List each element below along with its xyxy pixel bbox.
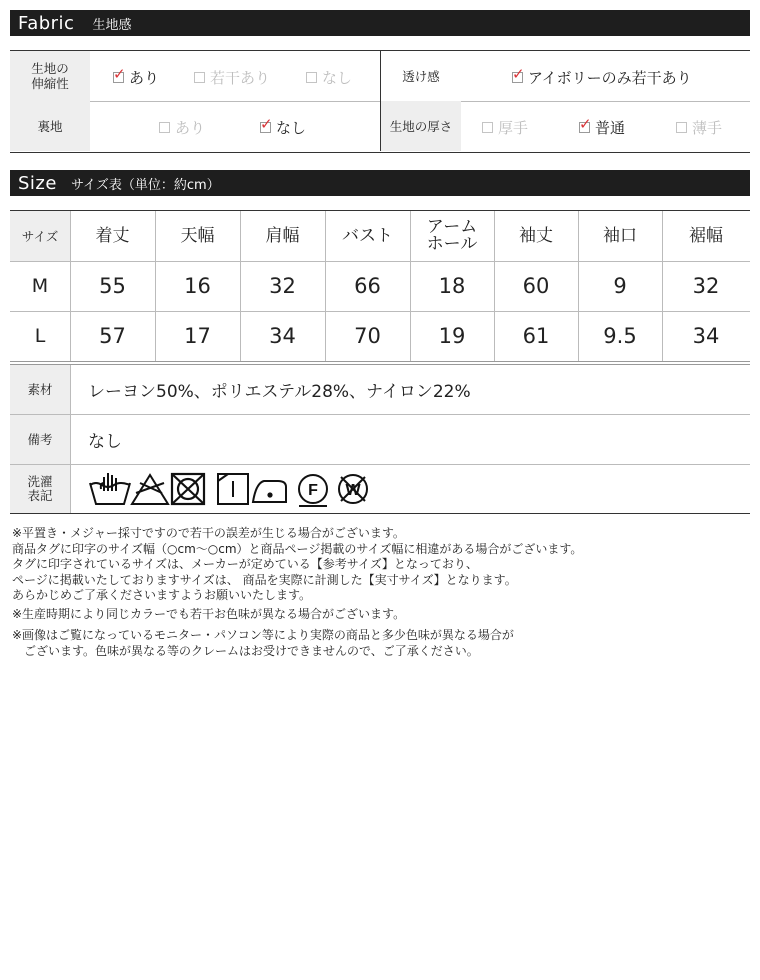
header-hem-width: 裾幅 bbox=[689, 225, 723, 246]
size-value: 61 bbox=[522, 324, 550, 348]
note-line: あらかじめご了承くださいますようお願いいたします。 bbox=[12, 588, 312, 602]
option-label: アイボリーのみ若干あり bbox=[528, 69, 692, 87]
size-value: 57 bbox=[99, 324, 126, 348]
checkbox-empty-icon bbox=[676, 122, 687, 133]
grid-line bbox=[70, 211, 71, 361]
header-top-width: 天幅 bbox=[180, 225, 215, 246]
size-value: 17 bbox=[184, 324, 211, 348]
size-row-m bbox=[10, 261, 750, 311]
checkbox-empty-icon bbox=[194, 72, 205, 83]
fabric-title-jp: 生地感 bbox=[92, 17, 132, 33]
size-value: 32 bbox=[269, 274, 296, 298]
size-value: 19 bbox=[438, 324, 466, 348]
size-value: 16 bbox=[184, 274, 211, 298]
fabric-row-1 bbox=[10, 51, 750, 102]
grid-line bbox=[578, 211, 579, 361]
stretch-option-jakkan[interactable] bbox=[194, 67, 270, 88]
remarks-row bbox=[10, 415, 750, 464]
size-label: M bbox=[31, 275, 49, 297]
wet-clean-letter: W bbox=[345, 482, 361, 499]
option-label: 普通 bbox=[595, 119, 626, 137]
care-label-line2: 表記 bbox=[27, 488, 53, 503]
size-value: 70 bbox=[354, 324, 381, 348]
thickness-option-futsu[interactable] bbox=[579, 117, 625, 138]
hand-wash-icon bbox=[90, 473, 130, 504]
size-value: 34 bbox=[692, 324, 720, 348]
size-value: 18 bbox=[438, 274, 466, 298]
header-length: 着丈 bbox=[95, 225, 130, 246]
no-tumble-dry-icon bbox=[172, 474, 204, 504]
size-value: 9.5 bbox=[603, 324, 637, 348]
size-value: 32 bbox=[692, 274, 720, 298]
size-header-row bbox=[10, 211, 750, 261]
size-row-l bbox=[10, 311, 750, 361]
checkbox-checked-icon: ✓ bbox=[113, 65, 126, 83]
care-label bbox=[10, 465, 70, 513]
remarks-text: なし bbox=[88, 432, 122, 452]
stretch-label-line1: 生地の bbox=[31, 61, 69, 76]
header-bust: バスト bbox=[342, 225, 393, 246]
size-section-header bbox=[10, 170, 750, 196]
thickness-option-usude[interactable] bbox=[676, 117, 722, 138]
header-sleeve-length: 袖丈 bbox=[519, 225, 553, 246]
size-table bbox=[10, 210, 750, 514]
grid-line bbox=[325, 211, 326, 361]
grid-line bbox=[494, 211, 495, 361]
size-value: 34 bbox=[269, 324, 296, 348]
fabric-section-header bbox=[10, 10, 750, 36]
note-line: タグに印字されているサイズは、メーカーが定めている【参考サイズ】となっており、 bbox=[12, 557, 478, 571]
stretch-label-line2: 伸縮性 bbox=[31, 76, 69, 91]
option-label: なし bbox=[322, 69, 353, 87]
remarks-label: 備考 bbox=[10, 415, 70, 464]
grid-line bbox=[240, 211, 241, 361]
stretch-option-nashi[interactable] bbox=[306, 67, 352, 88]
dry-clean-letter: F bbox=[308, 482, 318, 499]
size-label: L bbox=[34, 325, 46, 347]
fabric-title-en: Fabric bbox=[18, 12, 75, 34]
sheer-option[interactable] bbox=[512, 67, 692, 88]
size-title-jp: サイズ表（単位：約cm） bbox=[70, 177, 220, 193]
option-label: 厚手 bbox=[498, 119, 529, 137]
dry-clean-f-icon bbox=[299, 475, 327, 506]
note-line: 商品タグに印字のサイズ幅（○cm～○cm）と商品ページ掲載のサイズ幅に相違がある場合がございます。 bbox=[12, 541, 583, 556]
no-wet-clean-icon bbox=[339, 475, 367, 503]
checkbox-empty-icon bbox=[306, 72, 317, 83]
fabric-row-2 bbox=[10, 101, 750, 151]
option-label: なし bbox=[276, 119, 307, 137]
option-label: 若干あり bbox=[210, 69, 271, 87]
checkbox-checked-icon: ✓ bbox=[579, 115, 592, 133]
size-title-en: Size bbox=[18, 172, 57, 194]
header-shoulder: 肩幅 bbox=[265, 225, 300, 246]
option-label: あり bbox=[175, 119, 206, 137]
care-icons bbox=[88, 465, 388, 513]
size-value: 60 bbox=[522, 274, 550, 298]
lining-label: 裏地 bbox=[10, 101, 90, 151]
grid-line bbox=[662, 211, 663, 361]
no-bleach-icon bbox=[132, 475, 168, 504]
iron-low-icon bbox=[253, 481, 286, 502]
grid-line bbox=[10, 261, 750, 262]
stretch-option-ari[interactable] bbox=[113, 67, 159, 88]
size-value: 66 bbox=[354, 274, 381, 298]
lining-option-nashi[interactable] bbox=[260, 117, 306, 138]
checkbox-checked-icon: ✓ bbox=[512, 65, 525, 83]
header-cuff: 袖口 bbox=[603, 225, 637, 246]
material-label: 素材 bbox=[10, 365, 70, 414]
grid-line bbox=[155, 211, 156, 361]
stretch-label bbox=[10, 51, 90, 101]
fabric-table bbox=[10, 50, 750, 153]
option-label: あり bbox=[129, 69, 160, 87]
note-line: ページに掲載いたしておりますサイズは、 商品を実際に計測した【実寸サイズ】となります。 bbox=[12, 572, 517, 587]
material-text: レーヨン50%、ポリエステル28%、ナイロン22% bbox=[88, 382, 471, 402]
note-line: ※画像はご覧になっているモニター・パソコン等により実際の商品と多少色味が異なる場合が bbox=[12, 628, 514, 642]
checkbox-empty-icon bbox=[482, 122, 493, 133]
size-value: 55 bbox=[99, 274, 126, 298]
notes bbox=[12, 526, 582, 659]
option-label: 薄手 bbox=[692, 119, 723, 137]
size-corner: サイズ bbox=[10, 211, 70, 261]
checkbox-empty-icon bbox=[159, 122, 170, 133]
note-line: ※生産時期により同じカラーでも若干お色味が異なる場合がございます。 bbox=[12, 606, 406, 621]
grid-line bbox=[10, 361, 750, 362]
note-line: ※平置き・メジャー採寸ですので若干の誤差が生じる場合がございます。 bbox=[12, 526, 405, 540]
thickness-label: 生地の厚さ bbox=[381, 101, 461, 151]
lining-option-ari[interactable] bbox=[159, 117, 205, 138]
care-label-line1: 洗濯 bbox=[27, 474, 53, 489]
line-dry-shade-icon bbox=[218, 474, 248, 504]
material-row bbox=[10, 365, 750, 414]
thickness-option-atsude[interactable] bbox=[482, 117, 528, 138]
note-line: ございます。色味が異なる等のクレームはお受けできませんので、ご了承ください。 bbox=[12, 643, 479, 658]
header-armhole: アーム ホール bbox=[426, 217, 478, 254]
sheer-label: 透け感 bbox=[381, 51, 461, 101]
grid-line bbox=[410, 211, 411, 361]
size-value: 9 bbox=[613, 274, 627, 298]
checkbox-checked-icon: ✓ bbox=[260, 115, 273, 133]
care-row bbox=[10, 465, 750, 513]
grid-line bbox=[10, 311, 750, 312]
